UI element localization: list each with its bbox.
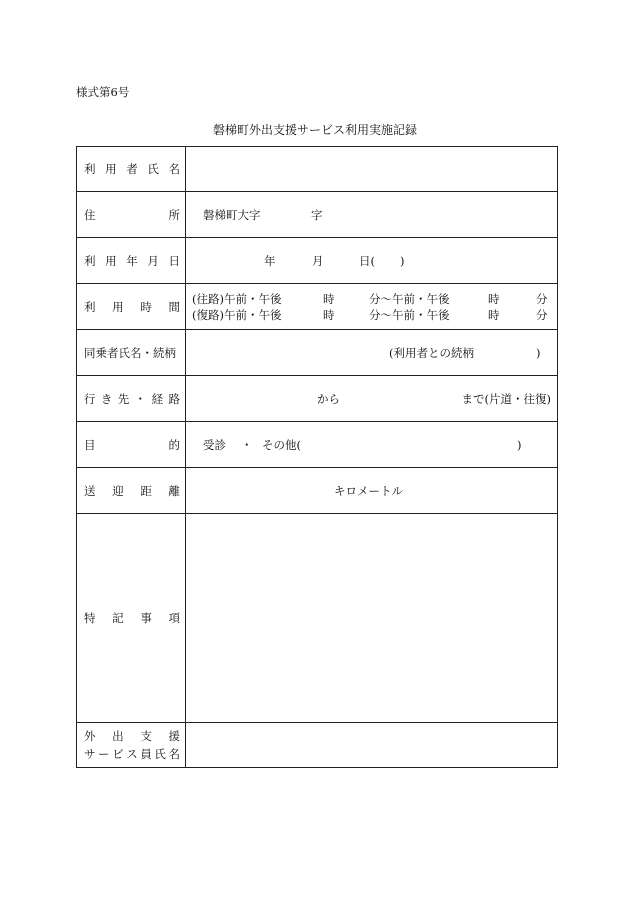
label-char: 用 xyxy=(105,253,117,268)
date-year: 年 xyxy=(264,253,276,268)
destination-from: から xyxy=(317,391,340,406)
row-distance xyxy=(77,468,558,514)
label-time xyxy=(77,284,186,330)
label-char: 間 xyxy=(168,299,180,314)
companion-relation-close: ) xyxy=(536,345,541,360)
label-purpose xyxy=(77,422,186,468)
destination-to: まで(片道・往復) xyxy=(461,391,551,406)
time-return-minute-to: 分〜午前・午後 xyxy=(369,308,450,322)
label-char: ー xyxy=(98,747,110,761)
label-char: 特 xyxy=(84,611,96,625)
time-outbound-hour2: 時 xyxy=(488,292,500,306)
label-user-name xyxy=(77,147,186,192)
label-char: 名 xyxy=(168,747,180,761)
companion-field[interactable] xyxy=(186,330,558,376)
notes-field[interactable] xyxy=(186,514,558,723)
row-notes xyxy=(77,514,558,723)
label-address xyxy=(77,192,186,238)
row-destination xyxy=(77,376,558,422)
label-char: 援 xyxy=(168,729,180,743)
label-char: ス xyxy=(126,747,138,761)
label-char: サ xyxy=(84,747,96,761)
label-char: き xyxy=(100,391,113,406)
time-outbound-hour: 時 xyxy=(323,292,335,306)
label-char: 距 xyxy=(140,483,152,498)
address-aza: 字 xyxy=(311,207,323,222)
time-outbound-prefix: (往路)午前・午後 xyxy=(192,292,282,306)
label-char: 名 xyxy=(168,162,180,176)
label-char: 利 xyxy=(84,162,96,176)
label-char: ビ xyxy=(112,747,124,761)
label-char: 経 xyxy=(151,391,164,406)
label-char: 者 xyxy=(126,162,138,176)
label-char: 員 xyxy=(140,747,152,761)
label-char: 離 xyxy=(168,483,180,498)
purpose-other-close: ) xyxy=(517,437,522,452)
label-char: 先 xyxy=(117,391,130,406)
label-char: 所 xyxy=(168,207,180,222)
purpose-option-consultation[interactable]: 受診 xyxy=(203,437,226,452)
label-char: 路 xyxy=(168,391,180,406)
label-char: 外 xyxy=(84,729,96,743)
date-month: 月 xyxy=(312,253,324,268)
date-field[interactable] xyxy=(186,238,558,284)
label-char: 時 xyxy=(140,299,152,314)
label-char: 氏 xyxy=(154,747,166,761)
label-notes xyxy=(77,514,186,723)
purpose-field[interactable] xyxy=(186,422,558,468)
label-char: 出 xyxy=(112,729,124,743)
time-outbound-minute-to: 分〜午前・午後 xyxy=(369,292,450,306)
label-char: 行 xyxy=(84,391,96,406)
label-char: 利 xyxy=(84,299,96,314)
label-char: 用 xyxy=(105,162,117,176)
label-distance xyxy=(77,468,186,514)
companion-relation: (利用者との続柄 xyxy=(389,345,474,360)
distance-unit: キロメートル xyxy=(334,483,403,498)
date-day: 日( xyxy=(359,253,375,268)
address-field[interactable] xyxy=(186,192,558,238)
date-day-close: ) xyxy=(400,253,405,268)
row-companion xyxy=(77,330,558,376)
row-staff xyxy=(77,723,558,768)
time-return-prefix: (復路)午前・午後 xyxy=(192,308,282,322)
row-date xyxy=(77,238,558,284)
staff-name-field[interactable] xyxy=(186,723,558,768)
time-field[interactable] xyxy=(186,284,558,330)
label-char: 年 xyxy=(126,253,138,268)
label-char: 送 xyxy=(84,483,96,498)
destination-field[interactable] xyxy=(186,376,558,422)
label-char: 日 xyxy=(168,253,180,268)
label-companion-text: 同乗者氏名・続柄 xyxy=(84,345,176,360)
time-return-minute: 分 xyxy=(536,308,548,322)
label-char: 項 xyxy=(168,611,180,625)
label-char: 迎 xyxy=(112,483,124,498)
form-number: 様式第6号 xyxy=(76,85,130,99)
time-return-hour: 時 xyxy=(323,308,335,322)
label-char: 用 xyxy=(112,299,124,314)
distance-field[interactable] xyxy=(186,468,558,514)
row-user-name xyxy=(77,147,558,192)
row-address xyxy=(77,192,558,238)
row-purpose xyxy=(77,422,558,468)
label-char: ・ xyxy=(134,391,147,406)
label-char: 住 xyxy=(84,207,96,222)
document-title: 磐梯町外出支援サービス利用実施記録 xyxy=(212,123,417,137)
label-char: 目 xyxy=(84,437,96,452)
label-char: 月 xyxy=(147,253,159,268)
address-town: 磐梯町大字 xyxy=(203,207,261,222)
label-char: 利 xyxy=(84,253,96,268)
time-outbound-minute: 分 xyxy=(536,292,548,306)
purpose-option-other[interactable]: その他( xyxy=(262,437,301,452)
purpose-separator: ・ xyxy=(241,437,253,452)
label-destination xyxy=(77,376,186,422)
label-date xyxy=(77,238,186,284)
label-companion xyxy=(77,330,186,376)
user-name-field[interactable] xyxy=(186,147,558,192)
record-table xyxy=(76,146,558,768)
label-char: 記 xyxy=(112,611,124,625)
time-return-hour2: 時 xyxy=(488,308,500,322)
label-staff xyxy=(77,723,186,768)
label-char: 氏 xyxy=(147,162,159,176)
label-char: 支 xyxy=(140,729,152,743)
label-char: 的 xyxy=(168,437,180,452)
label-char: 事 xyxy=(140,611,152,625)
row-time xyxy=(77,284,558,330)
